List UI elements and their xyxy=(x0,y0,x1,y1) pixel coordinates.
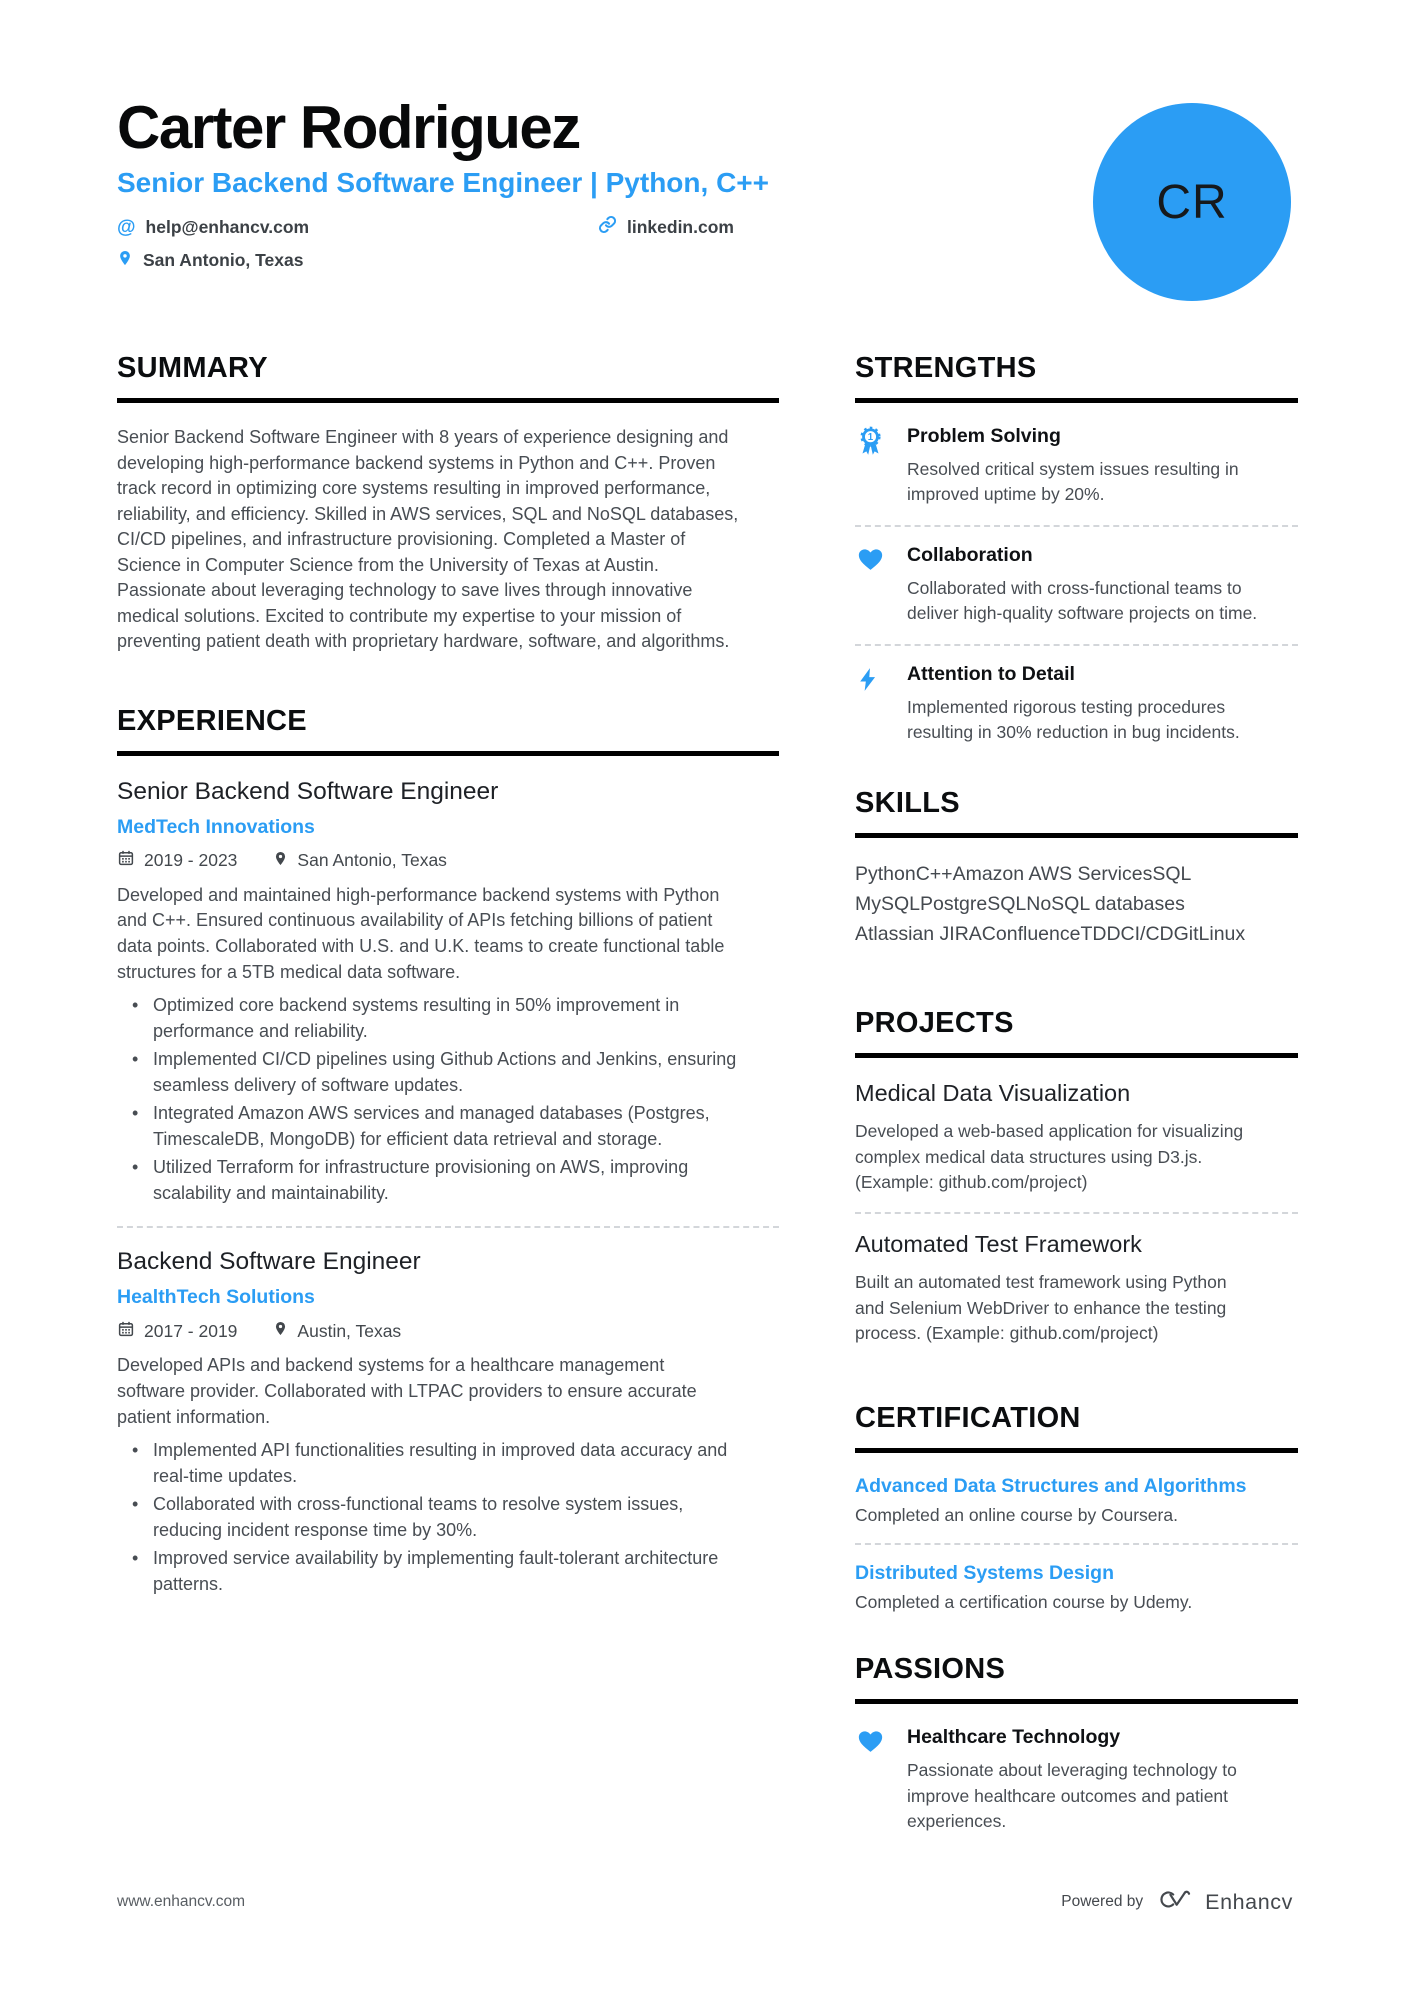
passion-title: Healthcare Technology xyxy=(907,1726,1121,1749)
job-bullet: • Utilized Terraform for infrastructure provisioning on AWS, improving scalability and maintainability. xyxy=(153,1155,738,1206)
passions-heading: PASSIONS xyxy=(855,1653,1298,1704)
job-location: Austin, Texas xyxy=(273,1319,401,1343)
certification-item xyxy=(855,1475,1298,1526)
job-bullet-list xyxy=(117,993,779,1206)
certification-section xyxy=(855,1402,1298,1613)
job-bullet: • Integrated Amazon AWS services and managed databases (Postgres, TimescaleDB, MongoDB) for efficient data retrieval and storage. xyxy=(153,1101,738,1152)
job-bullet: • Implemented CI/CD pipelines using Github Actions and Jenkins, ensuring seamless delivery of software updates. xyxy=(153,1047,738,1098)
right-column xyxy=(855,352,1298,1835)
certification-text: Completed an online course by Coursera. xyxy=(855,1505,1178,1526)
linkedin-text: linkedin.com xyxy=(627,216,734,237)
at-icon: @ xyxy=(117,216,136,238)
projects-section xyxy=(855,1007,1298,1346)
powered-by-label: Powered by xyxy=(1061,1893,1144,1910)
avatar xyxy=(1093,103,1291,301)
certification-title: Advanced Data Structures and Algorithms xyxy=(855,1475,1247,1498)
strength-title: Attention to Detail xyxy=(907,662,1075,685)
contact-block xyxy=(117,215,857,273)
bolt-icon xyxy=(855,663,888,746)
project-title: Automated Test Framework xyxy=(855,1231,1142,1258)
resume-header xyxy=(117,96,857,273)
location-text: San Antonio, Texas xyxy=(143,250,304,270)
heart-icon xyxy=(855,1726,888,1834)
dashed-divider xyxy=(855,1543,1298,1545)
dashed-divider xyxy=(855,525,1298,527)
location-pin-icon xyxy=(273,849,288,873)
certification-title: Distributed Systems Design xyxy=(855,1562,1114,1585)
skills-text: MySQLPostgreSQLNoSQL databases xyxy=(855,892,1185,915)
strength-text: Implemented rigorous testing procedures resulting in 30% reduction in bug incidents. xyxy=(907,696,1240,742)
job-title: Backend Software Engineer xyxy=(117,1248,421,1276)
certification-text: Completed a certification course by Udemy. xyxy=(855,1592,1193,1613)
email-link[interactable] xyxy=(117,215,598,239)
left-column xyxy=(117,352,779,1600)
website-link[interactable]: www.enhancv.com xyxy=(117,1893,246,1910)
svg-text:1: 1 xyxy=(867,432,874,444)
job-bullet: • Collaborated with cross-functional teams to resolve system issues, reducing incident response time by 30%. xyxy=(153,1492,738,1543)
certification-heading: CERTIFICATION xyxy=(855,1402,1298,1453)
job-bullet: • Optimized core backend systems resulting in 50% improvement in performance and reliability. xyxy=(153,993,738,1044)
skills-heading: SKILLS xyxy=(855,787,1298,838)
job-bullet-list xyxy=(117,1438,779,1597)
job-meta xyxy=(117,849,779,873)
strengths-section xyxy=(855,352,1298,745)
passion-text: Passionate about leveraging technology to improve healthcare outcomes and patient experiences. xyxy=(907,1760,1237,1832)
heart-icon xyxy=(855,544,888,627)
summary-section xyxy=(117,352,779,655)
linkedin-link[interactable] xyxy=(598,215,857,239)
page-footer xyxy=(117,1888,1293,1916)
project-text: Built an automated test framework using Python and Selenium WebDriver to enhance the testing process. (Example: github.com/project) xyxy=(855,1272,1227,1343)
passions-section xyxy=(855,1653,1298,1834)
location-pin-icon xyxy=(273,1319,288,1343)
experience-entry xyxy=(117,778,779,1207)
job-dates: 2019 - 2023 xyxy=(117,849,237,872)
experience-entry xyxy=(117,1248,779,1597)
passion-item xyxy=(855,1726,1298,1834)
strengths-heading: STRENGTHS xyxy=(855,352,1298,403)
job-title: Senior Backend Software Engineer xyxy=(117,777,499,805)
strength-text: Resolved critical system issues resulting in improved uptime by 20%. xyxy=(907,459,1239,505)
job-bullet: • Implemented API functionalities resulting in improved data accuracy and real-time updates. xyxy=(153,1438,738,1489)
powered-by-link[interactable] xyxy=(1061,1888,1293,1916)
job-description: Developed and maintained high-performance backend systems with Python and C++. Ensured continuous availability of APIs fetching billions of patient data points. Collaborated with U.S. and U.K. teams to create functional table structures for a 5TB medical data software. xyxy=(117,884,725,982)
strength-item xyxy=(855,663,1298,746)
calendar-icon xyxy=(117,1320,135,1343)
experience-section xyxy=(117,705,779,1597)
strength-text: Collaborated with cross-functional teams to deliver high-quality software projects on time. xyxy=(907,577,1258,624)
skills-text: PythonC++Amazon AWS ServicesSQL xyxy=(855,863,1192,886)
project-item xyxy=(855,1080,1298,1195)
dashed-divider xyxy=(855,644,1298,646)
strength-title: Problem Solving xyxy=(907,425,1061,447)
strength-item xyxy=(855,544,1298,627)
location-item xyxy=(117,248,598,273)
job-dates: 2017 - 2019 xyxy=(117,1320,237,1343)
company-name: MedTech Innovations xyxy=(117,815,315,838)
summary-heading: SUMMARY xyxy=(117,352,779,403)
skills-text: Atlassian JIRAConfluenceTDDCI/CDGitLinux xyxy=(855,922,1246,945)
skills-section xyxy=(855,787,1298,949)
link-icon xyxy=(598,215,617,239)
experience-heading: EXPERIENCE xyxy=(117,705,779,756)
strength-item xyxy=(855,425,1298,508)
calendar-icon xyxy=(117,849,135,872)
project-title: Medical Data Visualization xyxy=(855,1080,1131,1107)
summary-text: Senior Backend Software Engineer with 8 years of experience designing and developing high-performance backend systems in Python and C++. Proven track record in optimizing core systems resulting in improved performance, reliability, and efficiency. Skilled in AWS services, SQL and NoSQL databases, CI/CD pipelines, and infrastructure provisioning. Completed a Master of Science in Computer Science from the University of Texas at Austin. Passionate about leveraging technology to save lives through innovative medical solutions. Excited to contribute my expertise to your mission of preventing patient death with proprietary hardware, software, and algorithms. xyxy=(117,427,739,652)
enhancv-logo-icon xyxy=(1156,1888,1192,1916)
strength-title: Collaboration xyxy=(907,543,1033,566)
medal-icon xyxy=(855,425,888,508)
projects-heading: PROJECTS xyxy=(855,1007,1298,1058)
project-text: Developed a web-based application for visualizing complex medical data structures using D3.js. (Example: github.com/project) xyxy=(855,1121,1244,1192)
avatar-initials: CR xyxy=(1156,175,1228,229)
project-item xyxy=(855,1231,1298,1346)
certification-item xyxy=(855,1562,1298,1613)
brand-name: Enhancv xyxy=(1205,1889,1293,1914)
job-location: San Antonio, Texas xyxy=(273,849,447,873)
email-text: help@enhancv.com xyxy=(145,216,310,237)
job-bullet: • Improved service availability by implementing fault-tolerant architecture patterns. xyxy=(153,1546,738,1597)
job-description: Developed APIs and backend systems for a healthcare management software provider. Collaborated with LTPAC providers to ensure accurate patient information. xyxy=(117,1355,697,1427)
location-pin-icon xyxy=(117,248,133,273)
company-name: HealthTech Solutions xyxy=(117,1286,315,1309)
job-headline: Senior Backend Software Engineer | Python, C++ xyxy=(117,167,769,198)
dashed-divider xyxy=(855,1212,1298,1214)
job-meta xyxy=(117,1319,779,1343)
dashed-divider xyxy=(117,1226,779,1228)
candidate-name: Carter Rodriguez xyxy=(117,94,580,161)
